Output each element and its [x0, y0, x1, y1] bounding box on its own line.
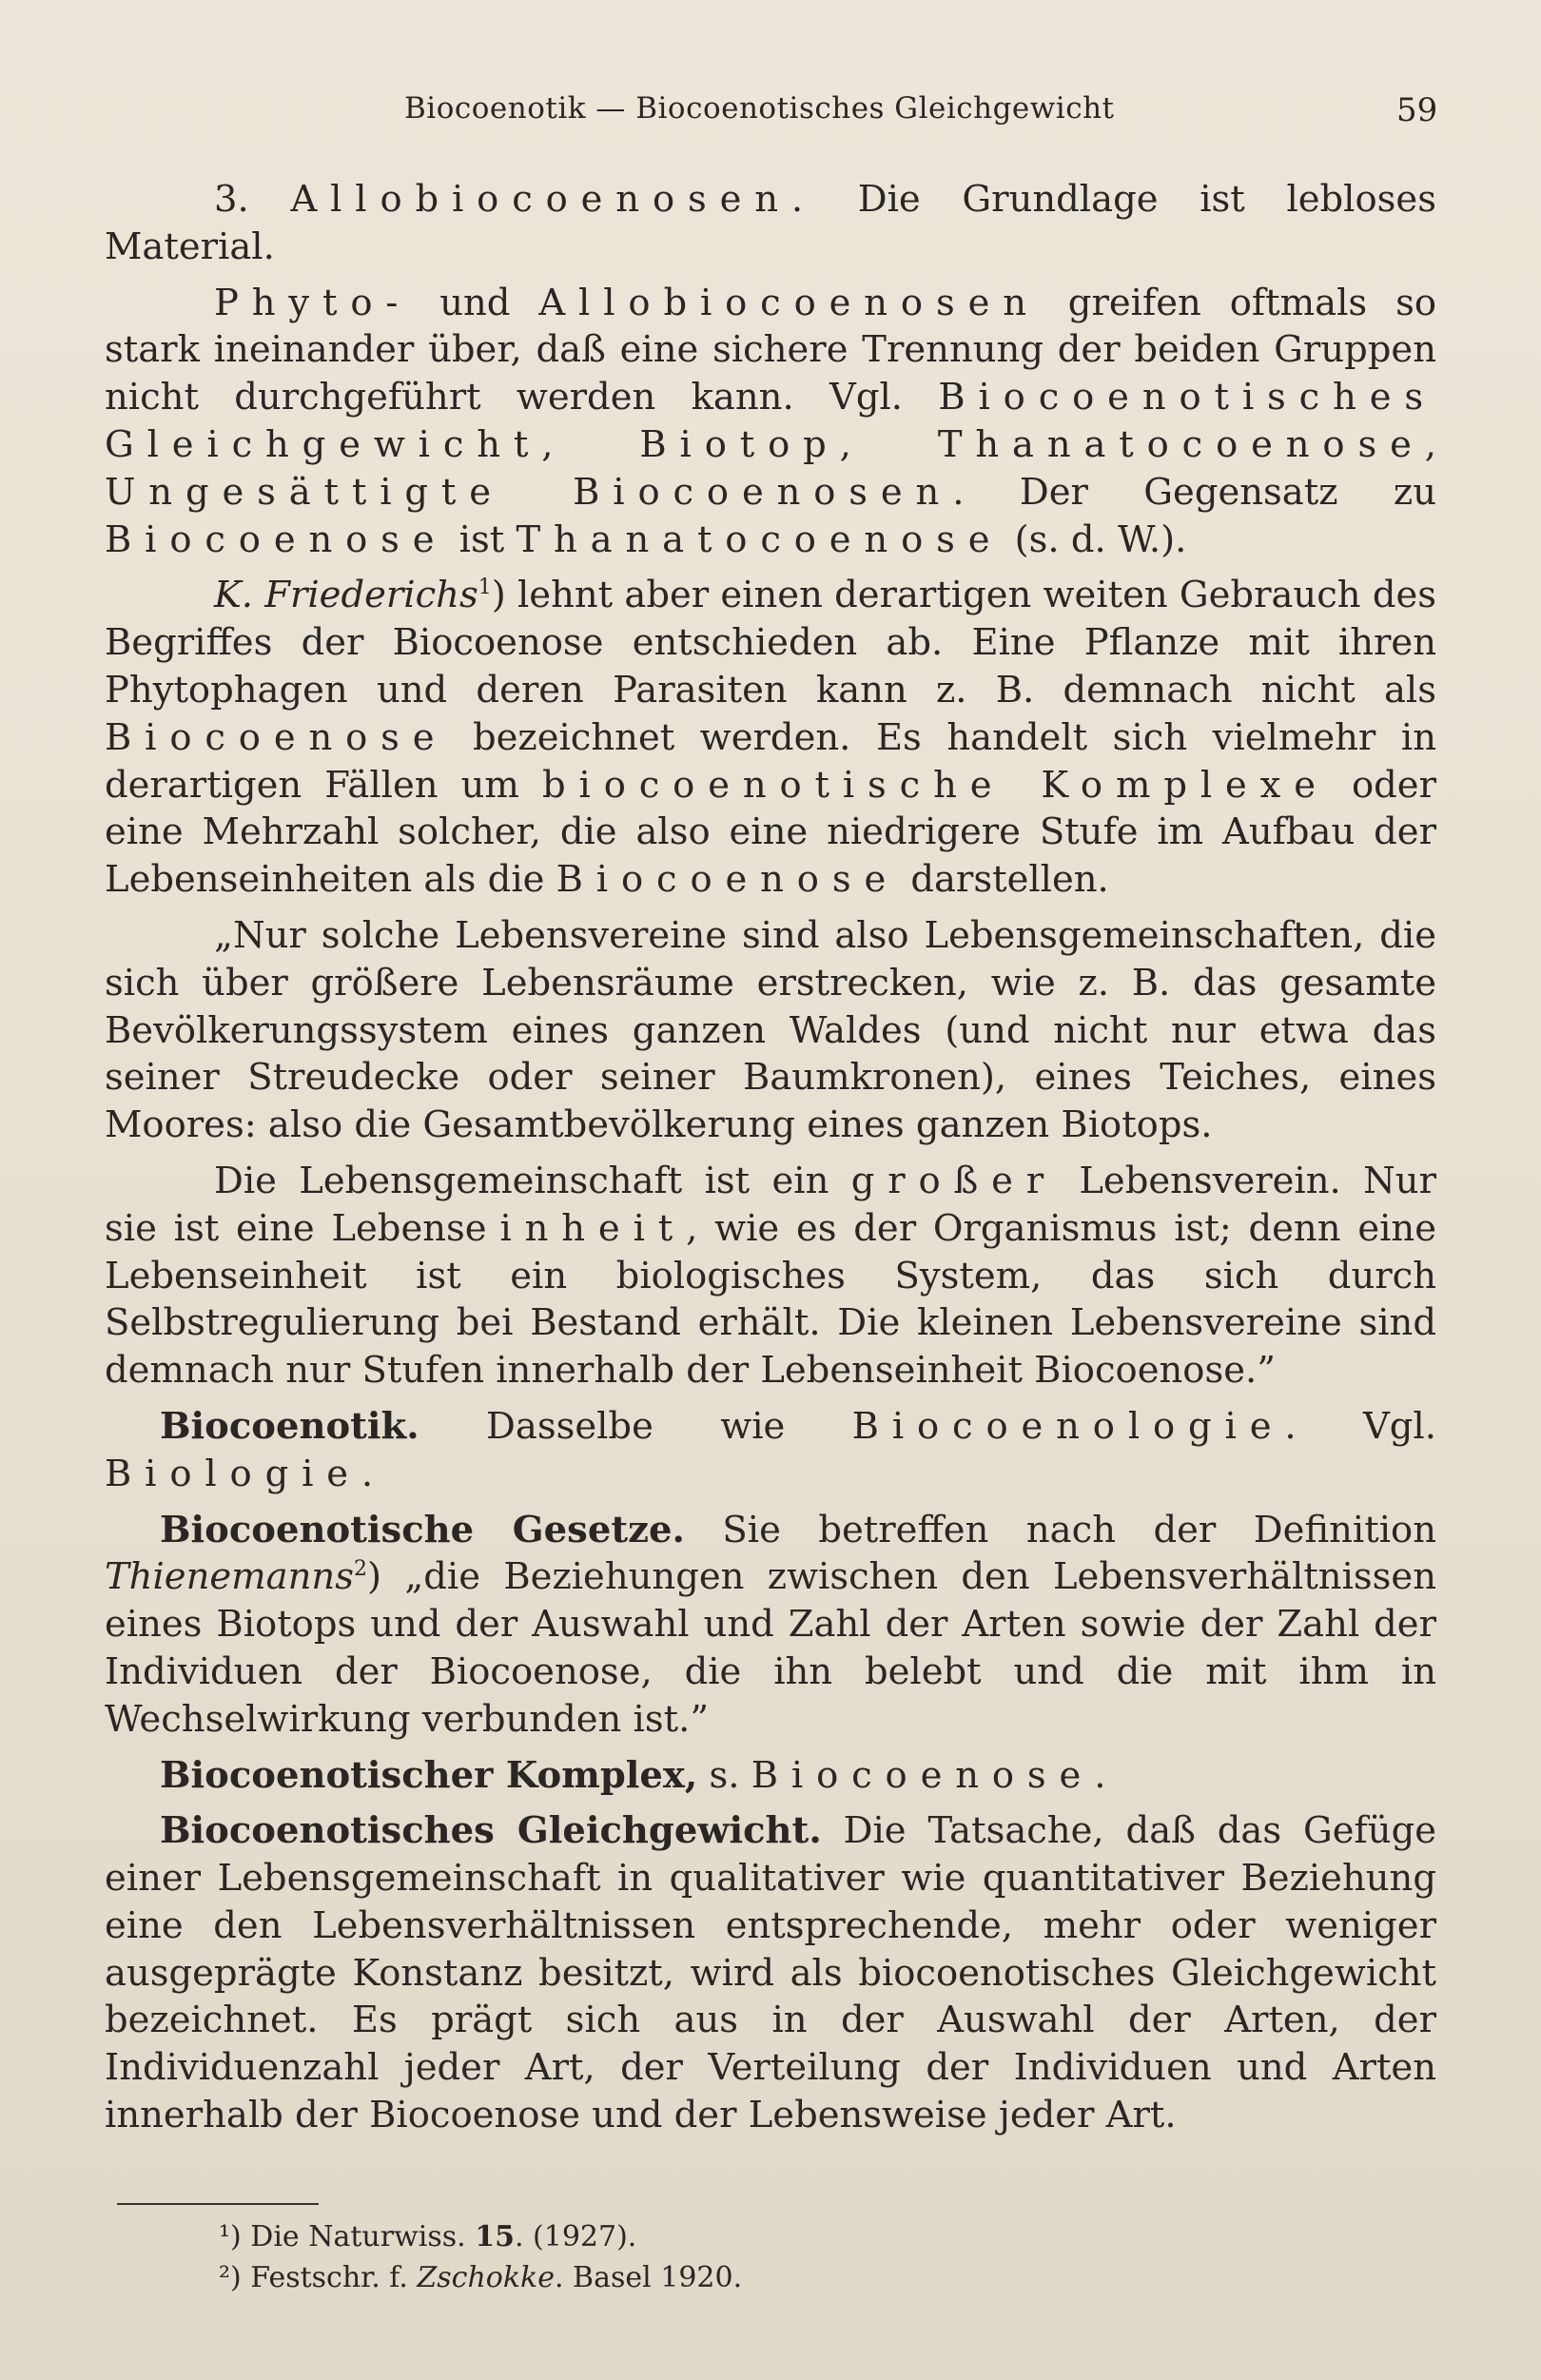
spaced-term: Biocoenologie [851, 1404, 1285, 1448]
text-run: , [541, 422, 640, 466]
spaced-term: Ungesättigte Biocoenosen [105, 470, 953, 514]
paragraph-phyto-allobiocoenosen [105, 280, 1436, 564]
footnote-1 [219, 2216, 742, 2257]
page-number: 59 [1396, 91, 1438, 129]
spaced-term: Biotop [639, 422, 840, 466]
entry-biocoenotische-gesetze [105, 1507, 1436, 1744]
text-run: Die Naturwiss. [241, 2220, 476, 2253]
text-run: . [1094, 1753, 1106, 1797]
spaced-term: Thanatocoenose [937, 422, 1425, 466]
text-run: Dasselbe wie [419, 1404, 852, 1448]
spaced-term: Biocoenose [751, 1753, 1095, 1797]
text-run: greifen oftmals so stark ineinander über, daß eine sichere Trennung der beiden Gruppen nicht durchgeführt werden kann. Vgl. [105, 281, 1437, 419]
text-run: bezeichnet werden. Es handelt sich vielmehr in derartigen Fällen um [105, 715, 1436, 807]
text-run: . Der Gegensatz zu [952, 470, 1436, 514]
paragraph-quote-lebensvereine: „Nur solche Lebensvereine sind also Lebensgemeinschaften, die sich über größere Lebensräume erstrecken, wie z. B. das gesamte Bevölkerungssystem eines ganzen Waldes (und nicht nur etwa das seiner Streudecke oder seiner Baumkronen), eines Teiches, eines Moores: also die Gesamtbevölkerung eines ganzen Biotops. [105, 913, 1436, 1147]
spaced-term: Phyto- [214, 281, 412, 324]
text-run: (s. d. W.). [1003, 517, 1187, 561]
entry-headword: Biocoenotik. [160, 1404, 419, 1448]
footnote-mark: ¹) [219, 2220, 242, 2253]
text-run: , [839, 422, 938, 466]
footnote-ref: 1 [478, 575, 492, 600]
text-run: Lebensverein. Nur sie ist eine Lebens [105, 1159, 1436, 1250]
text-run: oder eine Mehrzahl solcher, die also eine niedrigere Stufe im Aufbau der Lebenseinheiten als die [105, 763, 1436, 902]
text-run: 3. [214, 178, 291, 221]
paragraph-friederichs [105, 572, 1436, 904]
text-run: ) „die Beziehungen zwischen den Lebensverhältnissen eines Biotops und der Auswahl und Zahl der Arten sowie der Zahl der Individuen der Biocoenose, die ihn belebt und die mit ihm in Wechselwirkung verbunden ist.” [105, 1555, 1436, 1741]
entry-headword: Biocoenotische Gesetze. [160, 1508, 685, 1551]
entry-headword: Biocoenotischer Komplex, [160, 1753, 698, 1797]
spaced-term: Biocoenotisches Gleichgewicht [105, 376, 1436, 466]
footnote-rule [117, 2203, 319, 2205]
text-run: . Basel 1920. [554, 2261, 743, 2294]
text-run: ist [447, 517, 517, 561]
spaced-term: großer [850, 1159, 1058, 1202]
author-name: Zschokke [417, 2261, 555, 2294]
spaced-term: Thanatocoenose [516, 517, 1004, 561]
text-run: Die Grundlage ist lebloses Material. [105, 178, 1436, 268]
footnotes [219, 2216, 742, 2298]
text-run: ) lehnt aber einen derartigen weiten Gebrauch des Begriffes der Biocoenose entschieden ab. Eine Pflanze mit ihren Phytophagen und deren Parasiten kann z. B. demnach nicht als [105, 574, 1437, 712]
footnote-2 [219, 2257, 742, 2298]
spaced-term: Allobiocoenosen [538, 281, 1040, 324]
text-run: , wie es der Organismus ist; denn eine Lebenseinheit ist ein biologisches System, das sich durch Selbstregulierung bei Bestand erhält. Die kleinen Lebensvereine sind demnach nur Stufen innerhalb der Lebenseinheit Biocoenose.” [105, 1206, 1436, 1393]
text-run: , [1424, 422, 1436, 466]
spaced-term: biocoenotische Komplexe [542, 763, 1329, 807]
body-text [105, 176, 1436, 2148]
entry-biocoenotischer-komplex [105, 1752, 1436, 1800]
text-run: . [361, 1452, 374, 1495]
author-name: Thienemanns [105, 1555, 354, 1599]
spaced-term: einheit [464, 1206, 687, 1250]
spaced-term: Biologie [105, 1452, 361, 1495]
entry-headword: Biocoenotisches Gleichgewicht. [160, 1809, 822, 1853]
volume-number: 15 [475, 2220, 515, 2253]
entry-biocoenotisches-gleichgewicht [105, 1807, 1436, 2139]
entry-biocoenotik [105, 1403, 1436, 1498]
text-run: Festschr. f. [241, 2261, 418, 2294]
text-run: . Vgl. [1284, 1404, 1436, 1448]
text-run: Sie betreffen nach der Definition [684, 1508, 1437, 1551]
text-run: und [411, 281, 539, 324]
author-name: K. Friederichs [214, 574, 478, 617]
spaced-term: Biocoenose [556, 858, 900, 902]
text-run: darstellen. [899, 858, 1109, 902]
text-run: s. [697, 1753, 751, 1797]
footnote-mark: ²) [219, 2261, 242, 2294]
paragraph-lebensgemeinschaft [105, 1158, 1436, 1395]
footnote-ref: 2 [353, 1557, 367, 1582]
running-head: Biocoenotik — Biocoenotisches Gleichgewicht [404, 91, 1115, 126]
text-run: Die Lebensgemeinschaft ist ein [214, 1159, 851, 1202]
paragraph-allobiocoenosen [105, 176, 1436, 271]
spaced-term: Biocoenose [105, 715, 448, 759]
text-run: Die Tatsache, daß das Gefüge einer Lebensgemeinschaft in qualitativer wie quantitativer Beziehung eine den Lebensverhältnissen entsprechende, mehr oder weniger ausgeprägte Konstanz besitzt, wird als biocoenotisches Gleichgewicht bezeichnet. Es prägt sich aus in der Auswahl der Arten, der Individuenzahl jeder Art, der Verteilung der Individuen und Arten innerhalb der Biocoenose und der Lebensweise jeder Art. [105, 1809, 1436, 2137]
spaced-term: Biocoenose [105, 517, 448, 561]
text-run: . (1927). [514, 2220, 637, 2253]
spaced-term: Allobiocoenosen. [290, 178, 817, 221]
